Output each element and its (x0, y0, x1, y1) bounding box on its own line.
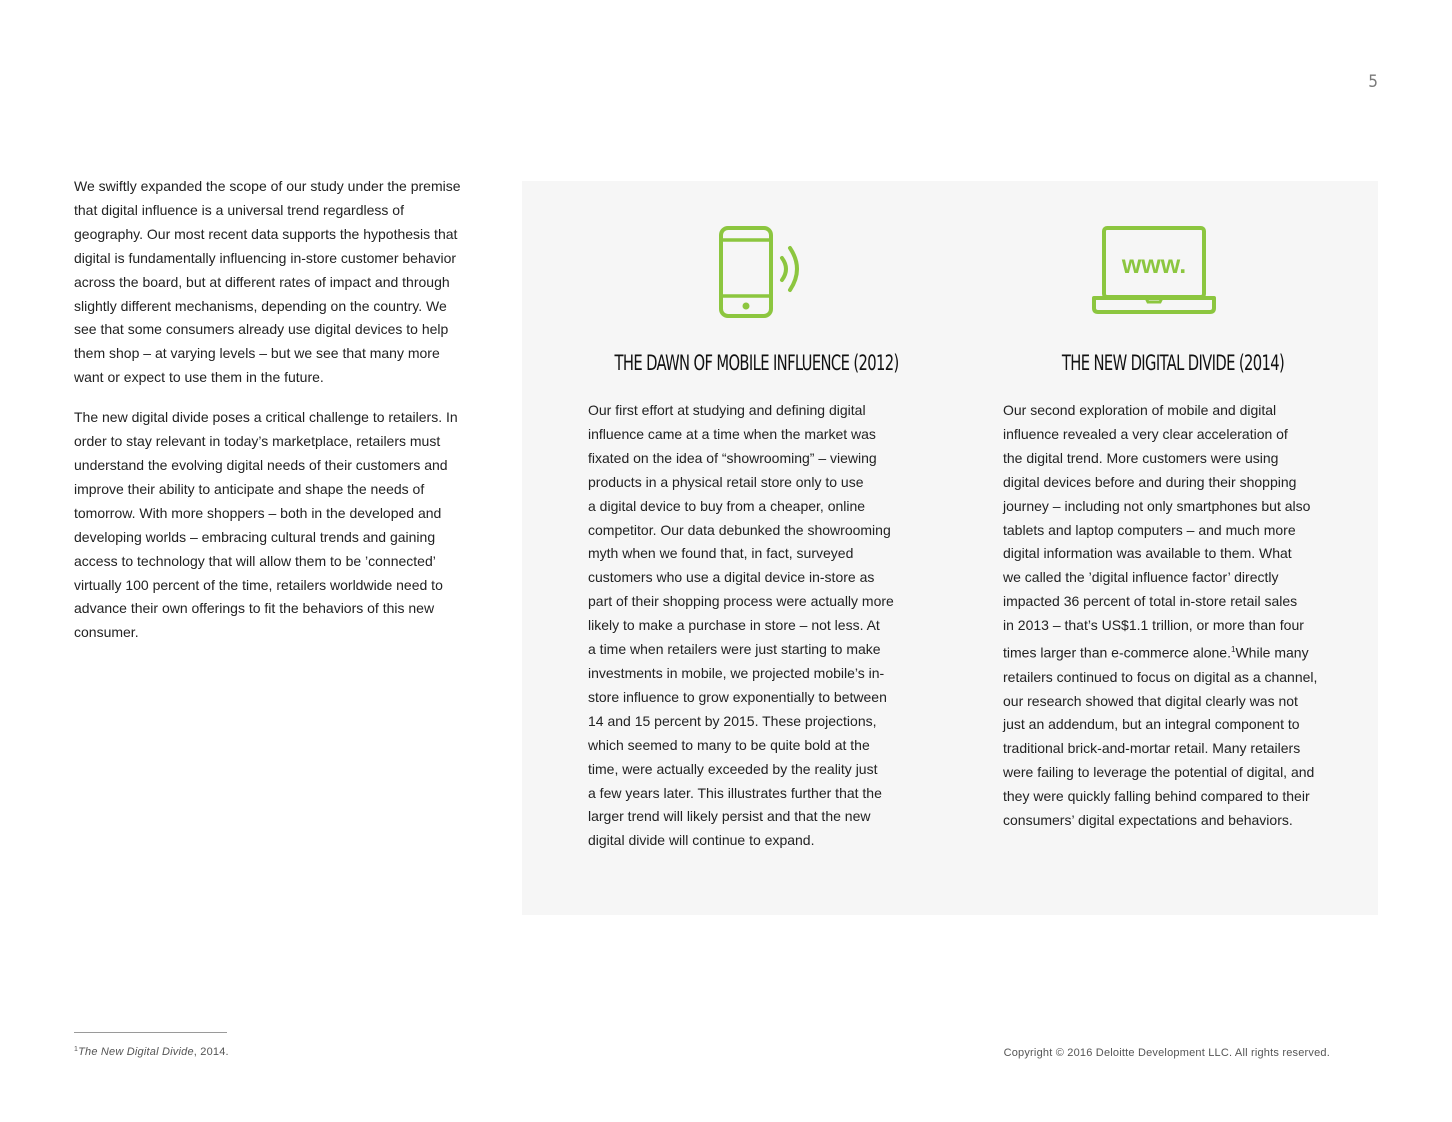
mobile-influence-title: THE DAWN OF MOBILE INFLUENCE (2012) (614, 351, 899, 375)
footnote (74, 1044, 229, 1060)
footnote-marker: 1 (74, 1046, 79, 1053)
intro-paragraph-1: We swiftly expanded the scope of our study under the premise that digital influence is a universal trend regardless of geography. Our most recent data supports the hypothesis that digital is fundamentally influencing in-store customer behavior across the board, but at different rates of impact and through slightly different mechanisms, depending on the country. We see that some consumers already use digital devices to help them shop – at varying levels – but we see that many more want or expect to use them in the future. (74, 178, 461, 386)
intro-text (74, 175, 469, 661)
footnote-rest: , 2014. (193, 1046, 229, 1058)
digital-divide-body (1003, 399, 1343, 833)
smartphone-signal-icon (708, 223, 808, 323)
footnote-reference: 1 (1231, 645, 1236, 655)
mobile-influence-body: Our first effort at studying and defining digital influence came at a time when the market was fixated on the idea of “showrooming” – viewing products in a physical retail store only to use a digital device to buy from a cheaper, online competitor. Our data debunked the showrooming myth when we found that, in fact, surveyed customers who use a digital device in-store as part of their shopping process were actually more likely to make a purchase in store – not less. At a time when retailers were just starting to make investments in mobile, we projected mobile’s in- store influence to grow exponentially to between 14 and 15 percent by 2015. These projections, which seemed to many to be quite bold at the time, were actually exceeded by the reality just a few years later. This illustrates further that the larger trend will likely persist and that the new digital divide will continue to expand. (588, 402, 894, 849)
footnote-title: The New Digital Divide (78, 1046, 194, 1058)
intro-paragraph-2: The new digital divide poses a critical challenge to retailers. In order to stay relevant in today’s marketplace, retailers must understand the evolving digital needs of their customers and improve their ability to anticipate and shape the needs of tomorrow. With more shoppers – both in the developed and developing worlds – embracing cultural trends and gaining access to technology that will allow them to be ’connected’ virtually 100 percent of the time, retailers worldwide need to advance their own offerings to fit the behaviors of this new consumer. (74, 409, 458, 641)
footnote-divider (74, 1032, 227, 1033)
highlight-panel (522, 181, 1378, 915)
copyright-notice: Copyright © 2016 Deloitte Development LLC. All rights reserved. (1003, 1047, 1330, 1059)
digital-divide-title: THE NEW DIGITAL DIVIDE (2014) (1061, 351, 1285, 375)
digital-divide-body-part-2: While many retailers continued to focus on digital as a channel, our research showed that digital clearly was not just an addendum, but an integral component to traditional brick-and-mortar retail. Many retailers were failing to leverage the potential of digital, and they were quickly falling behind compared to their consumers’ digital expectations and behaviors. (1003, 644, 1318, 829)
page-number: 5 (1368, 72, 1378, 92)
laptop-screen-text: www. (1121, 251, 1187, 279)
digital-divide-body-part-1: Our second exploration of mobile and digital influence revealed a very clear acceleration of the digital trend. More customers were using digital devices before and during their shopping journey – including not only smartphones but also tablets and laptop computers – and much more digital information was available to them. What we called the ’digital influence factor’ directly impacted 36 percent of total in-store retail sales in 2013 – that’s US$1.1 trillion, or more than four times larger than e-commerce alone. (1003, 402, 1311, 661)
laptop-www-icon (1089, 223, 1219, 323)
